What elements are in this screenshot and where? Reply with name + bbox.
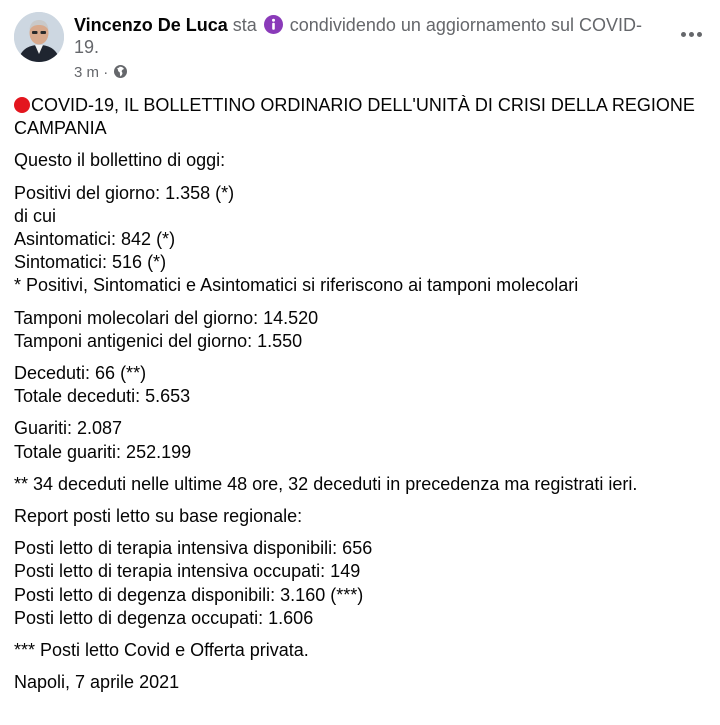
text-line: Totale guariti: 252.199 [14,441,192,462]
text-line: Posti letto di terapia intensiva disponibili: 656 [14,538,373,559]
paragraph [14,417,710,463]
meta-separator: · [103,64,109,81]
text-line: Positivi del giorno: 1.358 (*) [14,182,235,203]
more-options-button[interactable] [676,22,706,46]
action-prefix: sta [232,15,257,35]
timestamp[interactable]: 3 m [74,64,100,81]
text-line: Sintomatici: 516 (*) [14,252,167,273]
bulletin-paragraphs [14,149,710,694]
text-line: Deceduti: 66 (**) [14,363,147,384]
post-header [14,12,706,86]
text-line: Napoli, 7 aprile 2021 [14,672,180,693]
paragraph [14,537,710,630]
post-title: COVID-19, IL BOLLETTINO ORDINARIO DELL'UNITÀ DI CRISI DELLA REGIONE CAMPANIA [14,95,695,139]
text-line: Asintomatici: 842 (*) [14,229,176,250]
text-line: di cui [14,205,57,226]
text-line: * Positivi, Sintomatici e Asintomatici si riferiscono ai tamponi molecolari [14,275,579,296]
paragraph [14,362,710,408]
text-line: ** 34 deceduti nelle ultime 48 ore, 32 deceduti in precedenza ma registrati ieri. [14,473,638,494]
avatar[interactable] [14,12,64,62]
avatar-portrait-icon [14,12,64,62]
paragraph [14,182,710,298]
text-line: Tamponi molecolari del giorno: 14.520 [14,307,319,328]
post-body [14,94,710,703]
info-icon [264,15,283,34]
red-circle-icon [14,97,30,113]
text-line: Tamponi antigenici del giorno: 1.550 [14,330,303,351]
text-line: *** Posti letto Covid e Offerta privata. [14,640,309,661]
text-line: Totale deceduti: 5.653 [14,386,191,407]
text-line: Report posti letto su base regionale: [14,506,303,527]
author-line [74,14,664,58]
paragraph [14,149,710,172]
author-name[interactable]: Vincenzo De Luca [74,15,228,35]
action-text: condividendo un aggiornamento sul COVID-19. [74,15,642,57]
paragraph [14,473,710,496]
paragraph [14,639,710,662]
more-options-icon [681,32,686,37]
paragraph [14,505,710,528]
text-line: Posti letto di degenza disponibili: 3.160 (***) [14,584,364,605]
text-line: Questo il bollettino di oggi: [14,150,226,171]
text-line: Posti letto di terapia intensiva occupati: 149 [14,561,361,582]
text-line: Posti letto di degenza occupati: 1.606 [14,607,314,628]
paragraph [14,671,710,694]
globe-icon [114,65,127,78]
paragraph [14,307,710,353]
post-meta [74,64,127,82]
text-line: Guariti: 2.087 [14,418,123,439]
